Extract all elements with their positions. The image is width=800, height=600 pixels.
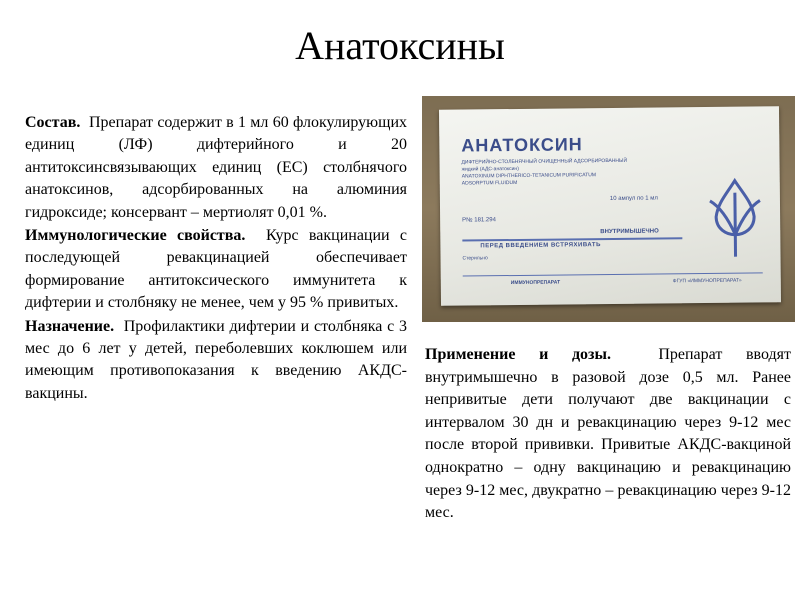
immunology-paragraph (25, 225, 407, 315)
left-column (25, 112, 407, 406)
immunology-heading: Иммунологические свойства. (25, 227, 246, 245)
package-photo (422, 96, 795, 322)
package-line-2: жидкий (АДС-анатоксин) (461, 165, 519, 173)
package-line-4: ADSORPTUM FLUIDUM (461, 179, 518, 187)
composition-text: Препарат содержит в 1 мл 60 флокулирующих единиц (ЛФ) дифтерийного и 20 антитоксинсвязывающих единиц (ЕС) столбнячого анатоксинов, адсорбированных на алюминия гидроксиде; консервант – мертиолят 0,01 %. (25, 114, 408, 221)
dosage-text: Препарат вводят внутримышечно в разовой дозе 0,5 мл. Ранее непривитые дети получают две вакцинации с интервалом 30 дн и ревакцинацию через 9-12 мес после второй прививки. Привитые АКДС-вакциной однократно – одну вакцинацию и ревакцинацию через 9-12 мес, двукратно – ревакцинацию через 9-12 мес. (425, 346, 792, 522)
dosage-heading: Применение и дозы. (425, 346, 611, 363)
package-divider (462, 237, 682, 241)
purpose-paragraph (25, 316, 407, 406)
ampoule-box (439, 106, 781, 306)
purpose-text: Профилактики дифтерии и столбняка с 3 мес до 6 лет у детей, переболевших коклюшем или имеющим противопоказания к введению АКДС-вакцины. (25, 317, 408, 402)
package-divider-bottom (463, 272, 763, 276)
composition-paragraph (25, 112, 407, 224)
package-brand: АНАТОКСИН (461, 134, 583, 156)
composition-heading: Состав. (25, 114, 81, 131)
right-column (425, 344, 791, 526)
package-maker: ФГУП «ИММУНОПРЕПАРАТ» (672, 277, 742, 285)
dosage-paragraph (425, 344, 791, 525)
package-count: 10 ампул по 1 мл (609, 195, 658, 203)
package-shake: ПЕРЕД ВВЕДЕНИЕМ ВСТРЯХИВАТЬ (480, 242, 601, 250)
package-logo-text: ИММУНОПРЕПАРАТ (510, 279, 561, 287)
immunology-text: Курс вакцинации с последующей ревакцинацией обеспечивает формирование антитоксического иммунитета к дифтерии и столбняку не менее, чем у 95 % привитых. (25, 227, 408, 312)
package-line-1: ДИФТЕРИЙНО-СТОЛБНЯЧНЫЙ ОЧИЩЕННЫЙ АДСОРБИРОВАННЫЙ (461, 157, 628, 166)
slide-title: Анатоксины (295, 23, 505, 68)
package-reg: Р№ 181.294 (462, 217, 496, 224)
tulip-logo-icon (706, 172, 765, 259)
purpose-heading: Назначение. (25, 317, 115, 335)
package-line-3: ANATOXINUM DIPHTHERICO-TETANICUM PURIFICATUM (461, 172, 597, 180)
package-sterile: Стерильно (462, 255, 488, 262)
package-route: ВНУТРИМЫШЕЧНО (600, 228, 659, 236)
